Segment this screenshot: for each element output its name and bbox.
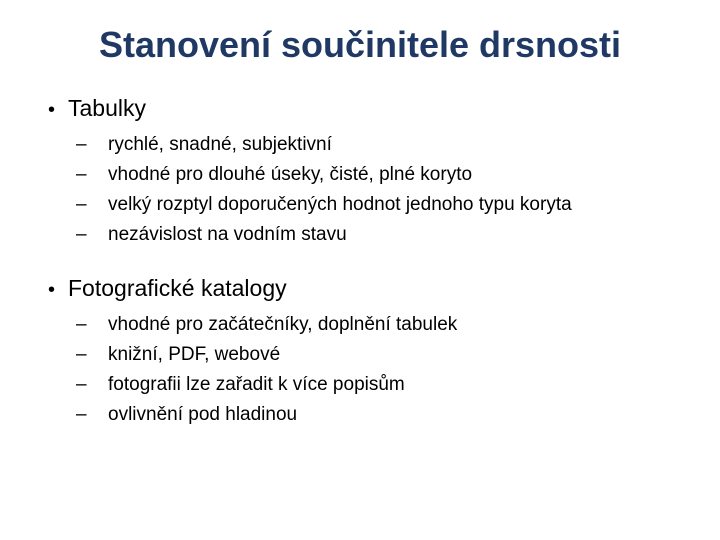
bullet-heading-text: Tabulky xyxy=(68,95,146,121)
list-item xyxy=(76,160,708,190)
list-item-text: knižní, PDF, webové xyxy=(108,344,281,365)
list-item-text: rychlé, snadné, subjektivní xyxy=(108,134,332,155)
sub-list xyxy=(76,130,708,250)
list-item xyxy=(76,190,708,220)
list-item xyxy=(76,310,708,340)
dash-icon: – xyxy=(76,194,87,215)
list-item-text: velký rozptyl doporučených hodnot jednoho typu koryta xyxy=(108,194,572,215)
list-item-text: nezávislost na vodním stavu xyxy=(108,224,347,245)
list-item xyxy=(76,400,708,430)
list-item-text: vhodné pro začátečníky, doplnění tabulek xyxy=(108,314,458,335)
dash-icon: – xyxy=(76,164,87,185)
bullet-icon: • xyxy=(48,99,56,121)
dash-icon: – xyxy=(76,224,87,245)
dash-icon: – xyxy=(76,404,87,425)
bullet-heading xyxy=(48,268,708,310)
list-item xyxy=(76,130,708,160)
list-item-text: vhodné pro dlouhé úseky, čisté, plné koryto xyxy=(108,164,473,185)
bullet-icon: • xyxy=(48,279,56,301)
list-item xyxy=(76,220,708,250)
sub-list xyxy=(76,310,708,430)
bullet-heading xyxy=(48,88,708,130)
section-tabulky xyxy=(48,88,708,250)
list-item-text: ovlivnění pod hladinou xyxy=(108,404,298,425)
bullet-heading-text: Fotografické katalogy xyxy=(68,275,287,301)
dash-icon: – xyxy=(76,374,87,395)
slide-title: Stanovení součinitele drsnosti xyxy=(98,24,622,65)
dash-icon: – xyxy=(76,314,87,335)
list-item-text: fotografii lze zařadit k více popisům xyxy=(108,374,405,395)
list-item xyxy=(76,370,708,400)
dash-icon: – xyxy=(76,134,87,155)
dash-icon: – xyxy=(76,344,87,365)
section-fotograficke-katalogy xyxy=(48,268,708,430)
list-item xyxy=(76,340,708,370)
